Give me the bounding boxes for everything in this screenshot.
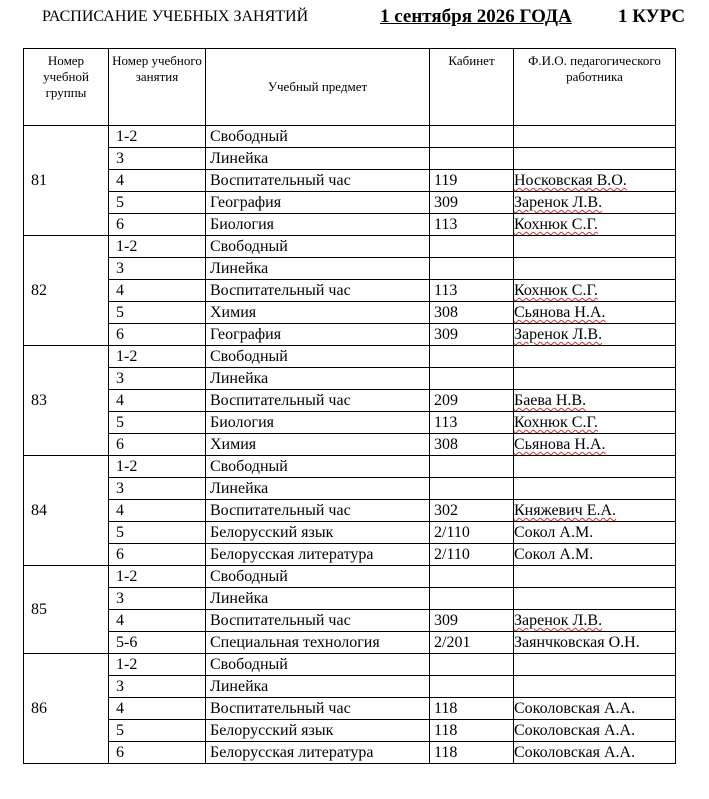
subject-cell: Воспитательный час [206, 500, 430, 522]
subject-cell: Свободный [206, 346, 430, 368]
lesson-number-cell: 6 [109, 742, 206, 764]
room-cell: 118 [430, 698, 514, 720]
header-lesson: Номер учебного занятия [109, 49, 206, 126]
subject-cell: Линейка [206, 676, 430, 698]
teacher-cell [514, 742, 676, 764]
room-cell: 113 [430, 214, 514, 236]
teacher-cell [514, 720, 676, 742]
room-cell [430, 654, 514, 676]
table-row [24, 632, 676, 654]
room-cell: 308 [430, 302, 514, 324]
teacher-name: Заренок Л.В. [514, 326, 603, 343]
subject-cell: Свободный [206, 456, 430, 478]
table-row [24, 522, 676, 544]
teacher-name: Заренок Л.В. [514, 194, 603, 211]
subject-cell: Белорусская литература [206, 544, 430, 566]
schedule-table [23, 48, 676, 764]
lesson-number-cell: 6 [109, 324, 206, 346]
lesson-number-cell: 4 [109, 280, 206, 302]
subject-cell: Специальная технология [206, 632, 430, 654]
table-row [24, 280, 676, 302]
table-row [24, 192, 676, 214]
teacher-name: Сьянова Н.А. [514, 304, 606, 321]
table-row [24, 720, 676, 742]
teacher-cell [514, 170, 676, 192]
subject-cell: География [206, 324, 430, 346]
table-row [24, 412, 676, 434]
teacher-cell [514, 346, 676, 368]
subject-cell: Воспитательный час [206, 610, 430, 632]
room-cell [430, 148, 514, 170]
room-cell [430, 478, 514, 500]
subject-cell: Свободный [206, 654, 430, 676]
lesson-number-cell: 1-2 [109, 346, 206, 368]
teacher-cell [514, 412, 676, 434]
teacher-cell [514, 698, 676, 720]
teacher-name: Княжевич Е.А. [514, 502, 617, 519]
teacher-cell [514, 258, 676, 280]
lesson-number-cell: 3 [109, 676, 206, 698]
teacher-name: Соколовская А.А. [514, 722, 636, 739]
room-cell: 118 [430, 720, 514, 742]
subject-cell: Воспитательный час [206, 698, 430, 720]
lesson-number-cell: 3 [109, 148, 206, 170]
title-heading: РАСПИСАНИЕ УЧЕБНЫХ ЗАНЯТИЙ [42, 8, 309, 25]
room-cell: 2/110 [430, 544, 514, 566]
header-teacher: Ф.И.О. педагогического работника [514, 49, 676, 126]
teacher-cell [514, 368, 676, 390]
lesson-number-cell: 1-2 [109, 236, 206, 258]
teacher-name: Соколовская А.А. [514, 744, 636, 761]
room-cell [430, 456, 514, 478]
header-subject: Учебный предмет [206, 49, 430, 126]
subject-cell: Линейка [206, 368, 430, 390]
table-row [24, 346, 676, 368]
teacher-cell [514, 544, 676, 566]
table-row [24, 214, 676, 236]
teacher-cell [514, 302, 676, 324]
lesson-number-cell: 4 [109, 610, 206, 632]
subject-cell: Свободный [206, 126, 430, 148]
group-number-cell: 84 [24, 456, 109, 566]
schedule-body [24, 126, 676, 764]
table-row [24, 566, 676, 588]
subject-cell: Биология [206, 214, 430, 236]
table-row [24, 258, 676, 280]
teacher-name: Сокол А.М. [514, 524, 594, 541]
table-row [24, 698, 676, 720]
lesson-number-cell: 1-2 [109, 654, 206, 676]
subject-cell: Воспитательный час [206, 170, 430, 192]
subject-cell: Белорусский язык [206, 720, 430, 742]
lesson-number-cell: 5 [109, 302, 206, 324]
lesson-number-cell: 3 [109, 478, 206, 500]
table-row [24, 654, 676, 676]
teacher-cell [514, 456, 676, 478]
lesson-number-cell: 5 [109, 522, 206, 544]
group-number-cell: 85 [24, 566, 109, 654]
teacher-cell [514, 588, 676, 610]
table-row [24, 126, 676, 148]
teacher-name: Сокол А.М. [514, 546, 594, 563]
room-cell [430, 566, 514, 588]
room-cell [430, 588, 514, 610]
teacher-cell [514, 280, 676, 302]
table-row [24, 610, 676, 632]
table-row [24, 456, 676, 478]
lesson-number-cell: 5 [109, 412, 206, 434]
table-row [24, 170, 676, 192]
table-row [24, 478, 676, 500]
teacher-cell [514, 126, 676, 148]
header-row [24, 49, 676, 126]
room-cell: 2/201 [430, 632, 514, 654]
table-row [24, 742, 676, 764]
group-number-cell: 86 [24, 654, 109, 764]
lesson-number-cell: 6 [109, 434, 206, 456]
teacher-name: Соколовская А.А. [514, 700, 636, 717]
table-row [24, 544, 676, 566]
teacher-cell [514, 676, 676, 698]
lesson-number-cell: 3 [109, 588, 206, 610]
lesson-number-cell: 3 [109, 368, 206, 390]
subject-cell: Белорусский язык [206, 522, 430, 544]
table-row [24, 390, 676, 412]
teacher-cell [514, 236, 676, 258]
table-row [24, 148, 676, 170]
teacher-cell [514, 566, 676, 588]
teacher-cell [514, 324, 676, 346]
teacher-name: Носковская В.О. [514, 172, 627, 189]
subject-cell: Свободный [206, 236, 430, 258]
lesson-number-cell: 6 [109, 214, 206, 236]
room-cell: 118 [430, 742, 514, 764]
teacher-cell [514, 632, 676, 654]
teacher-cell [514, 522, 676, 544]
teacher-name: Баева Н.В. [514, 392, 587, 409]
lesson-number-cell: 4 [109, 170, 206, 192]
table-row [24, 500, 676, 522]
table-row [24, 324, 676, 346]
table-row [24, 434, 676, 456]
lesson-number-cell: 5 [109, 192, 206, 214]
title-date: 1 сентября 2026 ГОДА [380, 6, 572, 27]
lesson-number-cell: 4 [109, 500, 206, 522]
lesson-number-cell: 1-2 [109, 566, 206, 588]
room-cell: 309 [430, 192, 514, 214]
table-row [24, 676, 676, 698]
lesson-number-cell: 4 [109, 698, 206, 720]
teacher-name: Кохнюк С.Г. [514, 216, 598, 233]
teacher-name: Кохнюк С.Г. [514, 282, 598, 299]
document-title [0, 6, 709, 28]
room-cell [430, 368, 514, 390]
subject-cell: Линейка [206, 148, 430, 170]
teacher-cell [514, 148, 676, 170]
lesson-number-cell: 6 [109, 544, 206, 566]
subject-cell: Биология [206, 412, 430, 434]
subject-cell: География [206, 192, 430, 214]
header-room: Кабинет [430, 49, 514, 126]
room-cell: 309 [430, 610, 514, 632]
subject-cell: Линейка [206, 258, 430, 280]
lesson-number-cell: 5-6 [109, 632, 206, 654]
room-cell [430, 236, 514, 258]
table-row [24, 368, 676, 390]
subject-cell: Химия [206, 302, 430, 324]
room-cell: 113 [430, 412, 514, 434]
teacher-cell [514, 478, 676, 500]
teacher-cell [514, 434, 676, 456]
room-cell: 209 [430, 390, 514, 412]
teacher-cell [514, 192, 676, 214]
subject-cell: Воспитательный час [206, 280, 430, 302]
subject-cell: Химия [206, 434, 430, 456]
room-cell: 2/110 [430, 522, 514, 544]
teacher-cell [514, 390, 676, 412]
lesson-number-cell: 5 [109, 720, 206, 742]
lesson-number-cell: 1-2 [109, 126, 206, 148]
group-number-cell: 82 [24, 236, 109, 346]
room-cell [430, 258, 514, 280]
room-cell: 113 [430, 280, 514, 302]
subject-cell: Линейка [206, 588, 430, 610]
room-cell [430, 676, 514, 698]
room-cell: 309 [430, 324, 514, 346]
teacher-cell [514, 654, 676, 676]
teacher-cell [514, 610, 676, 632]
subject-cell: Воспитательный час [206, 390, 430, 412]
room-cell: 119 [430, 170, 514, 192]
teacher-name: Заренок Л.В. [514, 612, 603, 629]
teacher-name: Кохнюк С.Г. [514, 414, 598, 431]
table-row [24, 302, 676, 324]
room-cell [430, 346, 514, 368]
header-group: Номер учебной группы [24, 49, 109, 126]
table-row [24, 588, 676, 610]
group-number-cell: 83 [24, 346, 109, 456]
teacher-name: Сьянова Н.А. [514, 436, 606, 453]
lesson-number-cell: 3 [109, 258, 206, 280]
teacher-name: Заянчковская О.Н. [514, 634, 640, 651]
teacher-cell [514, 214, 676, 236]
subject-cell: Свободный [206, 566, 430, 588]
lesson-number-cell: 1-2 [109, 456, 206, 478]
subject-cell: Белорусская литература [206, 742, 430, 764]
lesson-number-cell: 4 [109, 390, 206, 412]
room-cell: 302 [430, 500, 514, 522]
room-cell [430, 126, 514, 148]
subject-cell: Линейка [206, 478, 430, 500]
title-course: 1 КУРС [618, 6, 686, 27]
table-row [24, 236, 676, 258]
group-number-cell: 81 [24, 126, 109, 236]
room-cell: 308 [430, 434, 514, 456]
teacher-cell [514, 500, 676, 522]
